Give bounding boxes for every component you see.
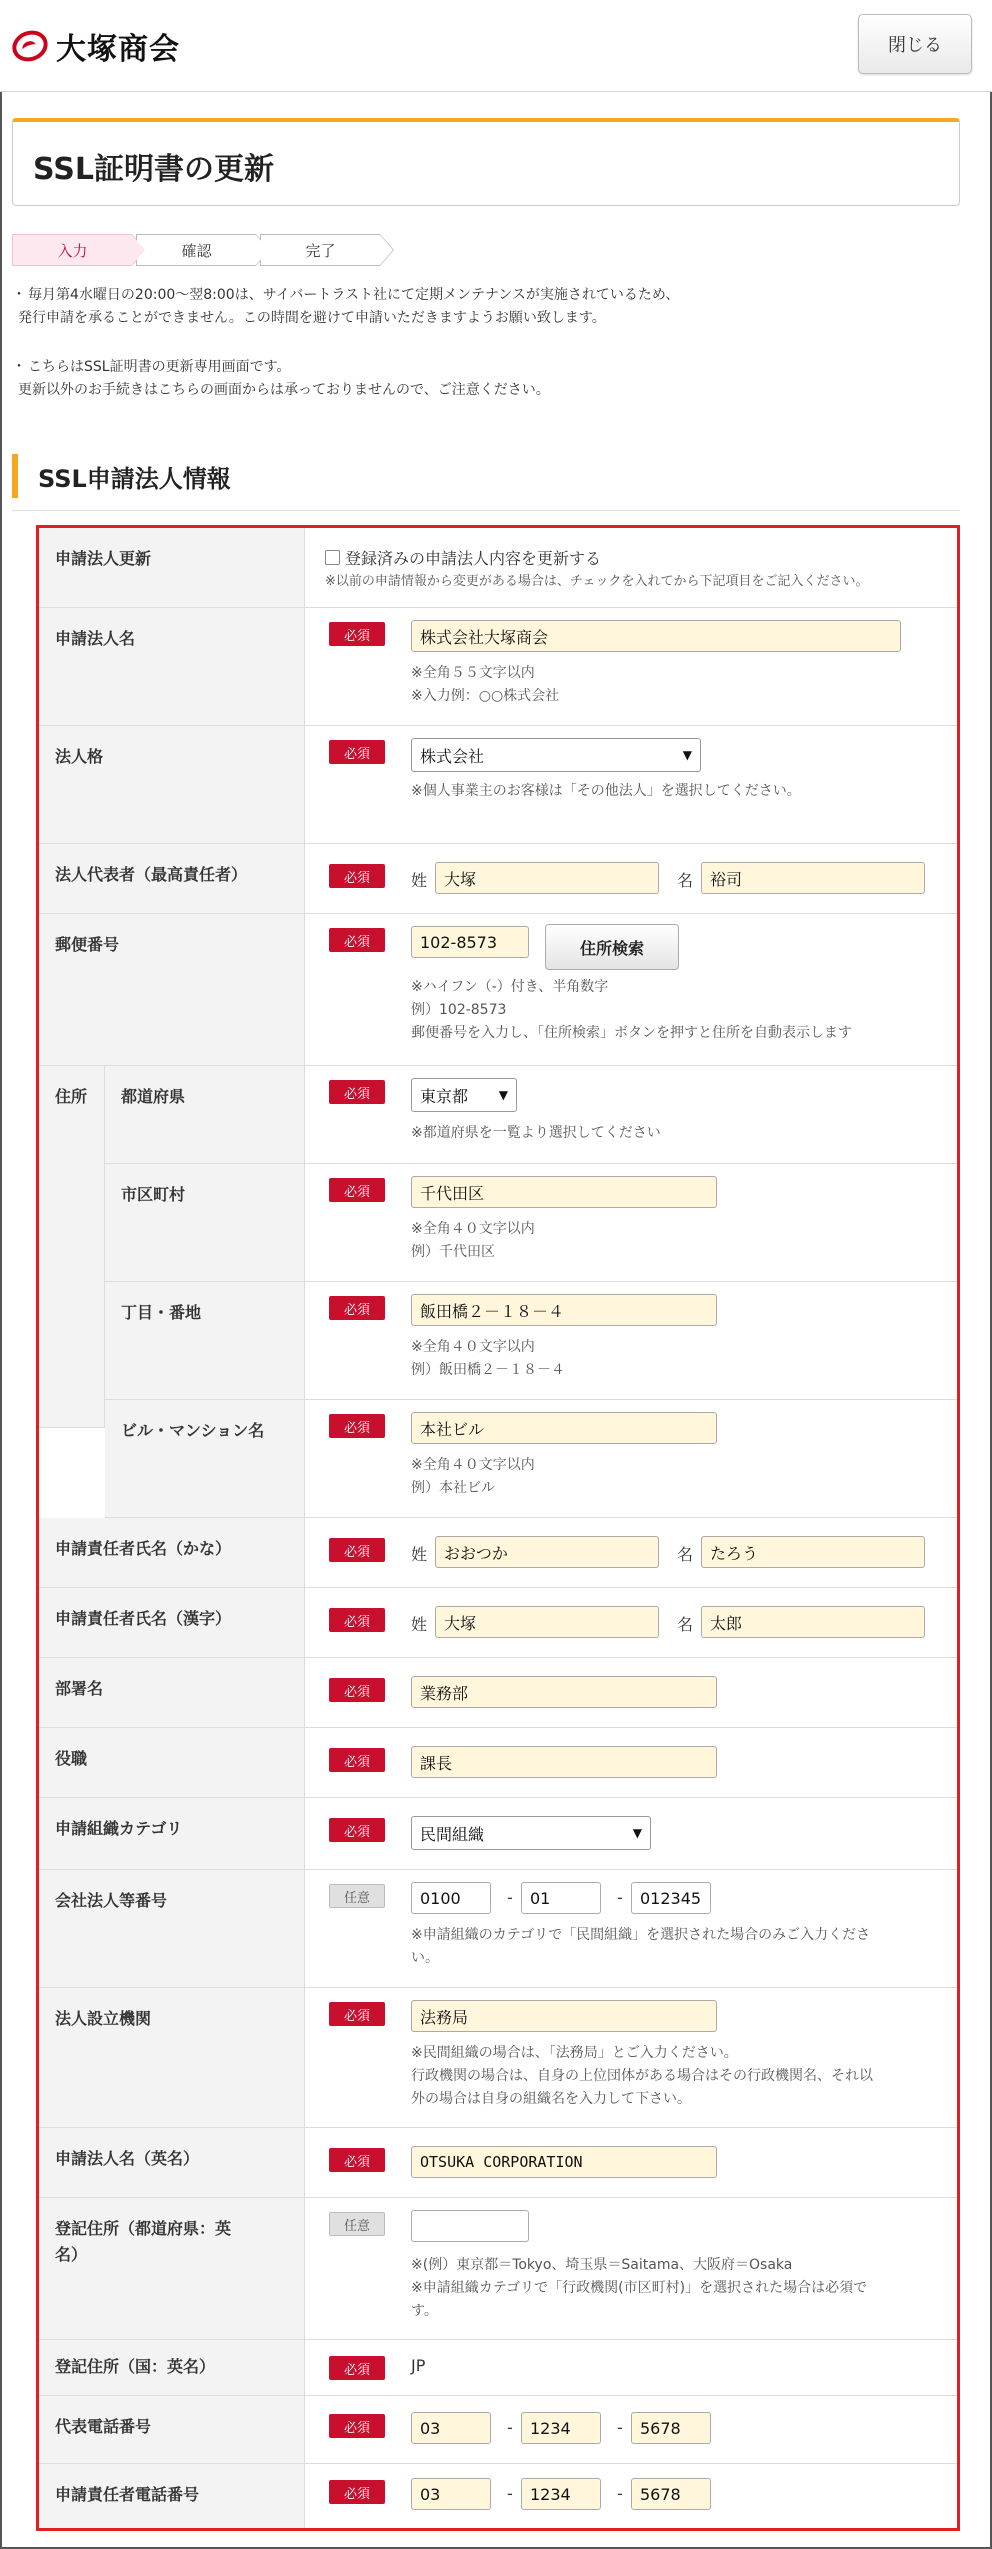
dropdown-arrow-icon: ▼ xyxy=(632,1826,642,1840)
required-badge: 必須 xyxy=(329,864,385,888)
row-position: 役職 必須 課長 xyxy=(39,1728,957,1798)
page-title: SSL証明書の更新 xyxy=(33,152,274,187)
corp-type-select[interactable]: 株式会社 ▼ xyxy=(411,738,701,772)
step-input: 入力 xyxy=(12,234,132,266)
corp-number-2-input[interactable]: 01 xyxy=(521,1882,601,1914)
row-postal: 郵便番号 必須 102-8573 住所検索 ※ハイフン（-）付き、半角数字 例）102-8573 郵便番号を入力し、「住所検索」ボタンを押すと住所を自動表示します xyxy=(39,914,957,1066)
row-org-category: 申請組織カテゴリ 必須 民間組織 ▼ xyxy=(39,1798,957,1870)
representative-mei-input[interactable]: 裕司 xyxy=(701,862,925,894)
postal-input[interactable]: 102-8573 xyxy=(411,926,529,958)
row-city: 市区町村 必須 千代田区 ※全角４０文字以内 例）千代田区 xyxy=(105,1164,957,1282)
street-input[interactable]: 飯田橋２－１８－４ xyxy=(411,1294,717,1326)
institution-input[interactable]: 法務局 xyxy=(411,2000,717,2032)
header-bar xyxy=(0,0,992,92)
required-badge: 必須 xyxy=(329,2356,385,2380)
row-reg-country-en: 登記住所（国：英名） 必須 JP xyxy=(39,2340,957,2396)
optional-badge: 任意 xyxy=(329,1884,385,1908)
position-input[interactable]: 課長 xyxy=(411,1746,717,1778)
building-input[interactable]: 本社ビル xyxy=(411,1412,717,1444)
brand-logo xyxy=(12,26,180,66)
prefecture-select[interactable]: 東京都 ▼ xyxy=(411,1078,517,1112)
company-en-input[interactable]: OTSUKA CORPORATION xyxy=(411,2146,717,2178)
required-badge: 必須 xyxy=(329,2148,385,2172)
address-group-label: 住所 xyxy=(39,1066,105,1428)
brand-name: 大塚商会 xyxy=(56,32,180,67)
reg-pref-en-input[interactable] xyxy=(411,2210,529,2242)
renewal-notice: ・ こちらはSSL証明書の更新専用画面です。 更新以外のお手続きはこちらの画面からは承っておりませんので、ご注意ください。 xyxy=(12,359,550,398)
row-rep-phone: 代表電話番号 必須 03 - 1234 - 5678 xyxy=(39,2396,957,2464)
row-name-kana: 申請責任者氏名（かな） 必須 姓 おおつか 名 たろう xyxy=(39,1518,957,1588)
corp-number-3-input[interactable]: 012345 xyxy=(631,1882,711,1914)
required-badge: 必須 xyxy=(329,1538,385,1562)
row-company-en: 申請法人名（英名） 必須 OTSUKA CORPORATION xyxy=(39,2128,957,2198)
row-company-name: 申請法人名 必須 株式会社大塚商会 ※全角５５文字以内 ※入力例：○○株式会社 xyxy=(39,608,957,726)
rep-phone-1-input[interactable]: 03 xyxy=(411,2412,491,2444)
company-name-input[interactable]: 株式会社大塚商会 xyxy=(411,620,901,652)
row-corp-type: 法人格 必須 株式会社 ▼ ※個人事業主のお客様は「その他法人」を選択してください。 xyxy=(39,726,957,844)
dropdown-arrow-icon: ▼ xyxy=(682,748,692,762)
dropdown-arrow-icon: ▼ xyxy=(498,1088,508,1102)
required-badge: 必須 xyxy=(329,1678,385,1702)
kanji-sei-input[interactable]: 大塚 xyxy=(435,1606,659,1638)
row-department: 部署名 必須 業務部 xyxy=(39,1658,957,1728)
row-representative: 法人代表者（最高責任者） 必須 姓 大塚 名 裕司 xyxy=(39,844,957,914)
representative-sei-input[interactable]: 大塚 xyxy=(435,862,659,894)
required-badge: 必須 xyxy=(329,928,385,952)
row-street: 丁目・番地 必須 飯田橋２－１８－４ ※全角４０文字以内 例）飯田橋２－１８－４ xyxy=(105,1282,957,1400)
applicant-phone-3-input[interactable]: 5678 xyxy=(631,2478,711,2510)
applicant-form xyxy=(36,525,960,2531)
required-badge: 必須 xyxy=(329,1296,385,1320)
applicant-phone-2-input[interactable]: 1234 xyxy=(521,2478,601,2510)
required-badge: 必須 xyxy=(329,1178,385,1202)
required-badge: 必須 xyxy=(329,1748,385,1772)
step-complete: 完了 xyxy=(260,234,380,266)
required-badge: 必須 xyxy=(329,1080,385,1104)
required-badge: 必須 xyxy=(329,622,385,646)
kana-mei-input[interactable]: たろう xyxy=(701,1536,925,1568)
city-input[interactable]: 千代田区 xyxy=(411,1176,717,1208)
department-input[interactable]: 業務部 xyxy=(411,1676,717,1708)
update-checkbox-label: 登録済みの申請法人内容を更新する xyxy=(345,549,602,568)
reg-country-value: JP xyxy=(411,2356,426,2375)
org-category-select[interactable]: 民間組織 ▼ xyxy=(411,1816,651,1850)
kanji-mei-input[interactable]: 太郎 xyxy=(701,1606,925,1638)
address-search-button[interactable]: 住所検索 xyxy=(545,924,679,970)
step-confirm: 確認 xyxy=(136,234,256,266)
section-title: SSL申請法人情報 xyxy=(12,454,231,498)
applicant-phone-1-input[interactable]: 03 xyxy=(411,2478,491,2510)
required-badge: 必須 xyxy=(329,1414,385,1438)
kana-sei-input[interactable]: おおつか xyxy=(435,1536,659,1568)
corp-number-1-input[interactable]: 0100 xyxy=(411,1882,491,1914)
maintenance-notice: ・ 毎月第4水曜日の20:00～翌8:00は、サイバートラスト社にて定期メンテナンスが実施されているため、 発行申請を承ることができません。この時間を避けて申請いただきますようお願い致します。 xyxy=(12,287,680,326)
section-divider xyxy=(12,510,960,511)
otsuka-logo-icon xyxy=(8,26,52,67)
row-reg-pref-en: 登記住所（都道府県：英 名） 任意 ※(例）東京都＝Tokyo、埼玉県＝Saitama、大阪府＝Osaka ※申請組織カテゴリで「行政機関(市区町村)」を選択された場合は必須で す。 xyxy=(39,2198,957,2340)
row-building: ビル・マンション名 必須 本社ビル ※全角４０文字以内 例）本社ビル xyxy=(105,1400,957,1518)
required-badge: 必須 xyxy=(329,1818,385,1842)
row-applicant-phone: 申請責任者電話番号 必須 03 - 1234 - 5678 xyxy=(39,2464,957,2528)
close-button[interactable]: 閉じる xyxy=(858,14,972,74)
row-prefecture: 都道府県 必須 東京都 ▼ ※都道府県を一覧より選択してください xyxy=(105,1066,957,1164)
progress-steps xyxy=(12,234,384,266)
page-title-box xyxy=(12,118,960,206)
row-update: 申請法人更新 登録済みの申請法人内容を更新する ※以前の申請情報から変更がある場合は、チェックを入れてから下記項目をご記入ください。 xyxy=(39,528,957,608)
row-institution: 法人設立機関 必須 法務局 ※民間組織の場合は、「法務局」とご入力ください。 行政機関の場合は、自身の上位団体がある場合はその行政機関名、それ以 外の場合は自身の組織名を入力して下さい。 xyxy=(39,1988,957,2128)
update-checkbox[interactable] xyxy=(325,550,340,565)
update-hint: ※以前の申請情報から変更がある場合は、チェックを入れてから下記項目をご記入ください。 xyxy=(325,574,869,589)
required-badge: 必須 xyxy=(329,740,385,764)
required-badge: 必須 xyxy=(329,2002,385,2026)
required-badge: 必須 xyxy=(329,2414,385,2438)
required-badge: 必須 xyxy=(329,2480,385,2504)
optional-badge: 任意 xyxy=(329,2212,385,2236)
rep-phone-2-input[interactable]: 1234 xyxy=(521,2412,601,2444)
row-corp-number: 会社法人等番号 任意 0100 - 01 - 012345 ※申請組織のカテゴリで「民間組織」を選択された場合のみご入力くださ い。 xyxy=(39,1870,957,1988)
required-badge: 必須 xyxy=(329,1608,385,1632)
row-name-kanji: 申請責任者氏名（漢字） 必須 姓 大塚 名 太郎 xyxy=(39,1588,957,1658)
rep-phone-3-input[interactable]: 5678 xyxy=(631,2412,711,2444)
